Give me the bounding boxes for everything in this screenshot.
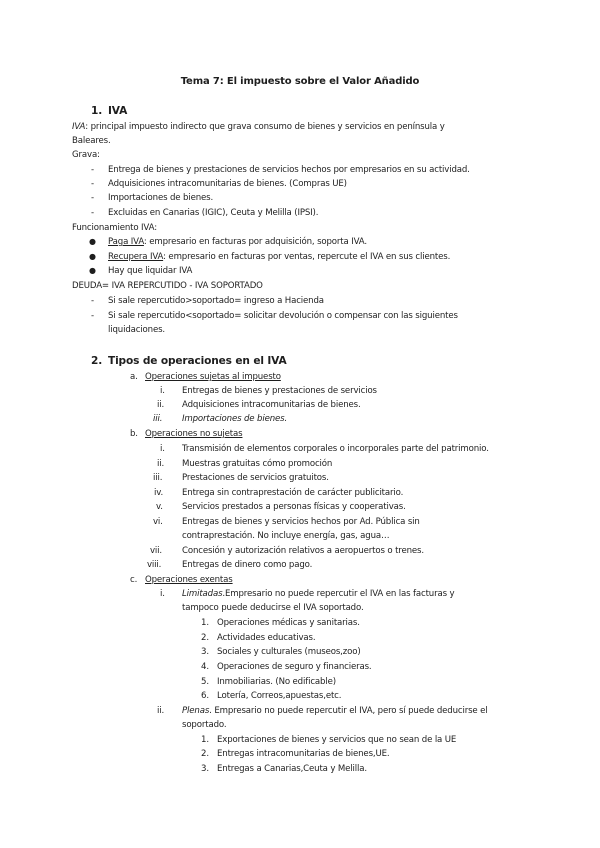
grava-item: Importaciones de bienes. (108, 193, 214, 203)
iva-definition-line (72, 120, 445, 134)
roman-marker: vi. (153, 517, 163, 527)
document-title: Tema 7: El impuesto sobre el Valor Añadido (180, 76, 420, 87)
plenas-item: Entregas a Canarias,Ceuta y Melilla. (217, 764, 367, 774)
dash-marker: - (91, 311, 94, 321)
roman-marker: i. (160, 386, 165, 396)
section-1-number: 1. (91, 105, 103, 117)
plenas-item: Entregas intracomunitarias de bienes,UE. (217, 749, 390, 759)
no-sujetas-item: Entregas de bienes y servicios hechos por Ad. Pública sin (182, 517, 420, 527)
no-sujetas-item: Concesión y autorización relativos a aeropuertos o trenes. (182, 546, 424, 556)
roman-marker: iii. (153, 473, 163, 483)
deuda-item-cont: liquidaciones. (108, 325, 165, 335)
func-item-term: Paga IVA (108, 237, 144, 247)
list-marker-a: a. (130, 372, 138, 382)
plenas-item: Exportaciones de bienes y servicios que no sean de la UE (217, 735, 457, 745)
no-sujetas-item: Entrega sin contraprestación de carácter publicitario. (182, 488, 404, 498)
limitadas-text: .Empresario no puede repercutir el IVA en las facturas y (222, 589, 455, 599)
func-item-term: Recupera IVA (108, 252, 164, 262)
bullet-marker: ● (89, 237, 96, 246)
sujetas-item: Importaciones de bienes. (182, 414, 288, 424)
number-marker: 6. (201, 691, 209, 701)
limitadas-item: Actividades educativas. (217, 633, 316, 643)
limitadas-term: Limitadas (182, 589, 223, 599)
func-item (108, 250, 450, 264)
no-sujetas-item: Muestras gratuitas cómo promoción (182, 459, 333, 469)
number-marker: 3. (201, 764, 209, 774)
dash-marker: - (91, 179, 94, 189)
no-sujetas-item: Prestaciones de servicios gratuitos. (182, 473, 329, 483)
roman-marker: i. (160, 444, 165, 454)
iva-term: IVA (72, 122, 86, 132)
deuda-item: Si sale repercutido>soportado= ingreso a Hacienda (108, 296, 324, 306)
roman-marker: vii. (150, 546, 162, 556)
roman-marker: viii. (147, 560, 162, 570)
roman-marker: ii. (157, 706, 165, 716)
number-marker: 2. (201, 633, 209, 643)
iva-definition-cont: Baleares. (72, 136, 111, 146)
grava-item: Excluidas en Canarias (IGIC), Ceuta y Melilla (IPSI). (108, 208, 319, 218)
no-sujetas-item: Entregas de dinero como pago. (182, 560, 313, 570)
sujetas-item: Adquisiciones intracomunitarias de bienes. (182, 400, 361, 410)
dash-marker: - (91, 208, 94, 218)
subsection-a-label: Operaciones sujetas al impuesto (145, 372, 281, 382)
func-item: Hay que liquidar IVA (108, 266, 193, 276)
number-marker: 2. (201, 749, 209, 759)
sujetas-item: Entregas de bienes y prestaciones de servicios (182, 386, 377, 396)
func-item-text: : empresario en facturas por ventas, repercute el IVA en sus clientes. (163, 252, 451, 262)
limitadas-item: Lotería, Correos,apuestas,etc. (217, 691, 342, 701)
roman-marker: iv. (154, 488, 164, 498)
grava-item: Adquisiciones intracomunitarias de bienes. (Compras UE) (108, 179, 347, 189)
subsection-b-label: Operaciones no sujetas (145, 429, 243, 439)
roman-marker: ii. (157, 459, 165, 469)
roman-marker: iii. (153, 414, 163, 424)
dash-marker: - (91, 193, 94, 203)
dash-marker: - (91, 296, 94, 306)
section-2-number: 2. (91, 355, 103, 367)
no-sujetas-item: Servicios prestados a personas físicas y cooperativas. (182, 502, 406, 512)
grava-label: Grava: (72, 150, 100, 160)
bullet-marker: ● (89, 252, 96, 261)
grava-item: Entrega de bienes y prestaciones de servicios hechos por empresarios en su actividad. (108, 165, 470, 175)
number-marker: 4. (201, 662, 209, 672)
exentas-limitadas-line (182, 587, 454, 601)
iva-definition-text: : principal impuesto indirecto que grava consumo de bienes y servicios en península y (85, 122, 445, 132)
list-marker-c: c. (130, 575, 138, 585)
section-2-heading: Tipos de operaciones en el IVA (108, 355, 287, 367)
roman-marker: ii. (157, 400, 165, 410)
funcionamiento-label: Funcionamiento IVA: (72, 223, 157, 233)
number-marker: 3. (201, 647, 209, 657)
exentas-plenas-line (182, 704, 488, 718)
roman-marker: v. (156, 502, 163, 512)
plenas-text: . Empresario no puede repercutir el IVA, pero sí puede deducirse el (209, 706, 488, 716)
number-marker: 1. (201, 618, 209, 628)
plenas-term: Plenas (182, 706, 210, 716)
bullet-marker: ● (89, 266, 96, 275)
roman-marker: i. (160, 589, 165, 599)
deuda-item: Si sale repercutido<soportado= solicitar devolución o compensar con las siguientes (108, 311, 458, 321)
no-sujetas-item: Transmisión de elementos corporales o incorporales parte del patrimonio. (182, 444, 489, 454)
limitadas-item: Operaciones médicas y sanitarias. (217, 618, 360, 628)
section-1-heading: IVA (108, 105, 128, 117)
number-marker: 1. (201, 735, 209, 745)
list-marker-b: b. (130, 429, 138, 439)
dash-marker: - (91, 165, 94, 175)
number-marker: 5. (201, 677, 209, 687)
subsection-c-label: Operaciones exentas (145, 575, 233, 585)
limitadas-item: Sociales y culturales (museos,zoo) (217, 647, 361, 657)
limitadas-text-cont: tampoco puede deducirse el IVA soportado. (182, 603, 364, 613)
func-item (108, 235, 367, 249)
deuda-formula: DEUDA= IVA REPERCUTIDO - IVA SOPORTADO (72, 281, 263, 291)
limitadas-item: Operaciones de seguro y financieras. (217, 662, 372, 672)
no-sujetas-item-cont: contraprestación. No incluye energía, gas, agua… (182, 531, 390, 541)
plenas-text-cont: soportado. (182, 720, 227, 730)
func-item-text: : empresario en facturas por adquisición, soporta IVA. (143, 237, 367, 247)
limitadas-item: Inmobiliarias. (No edificable) (217, 677, 336, 687)
